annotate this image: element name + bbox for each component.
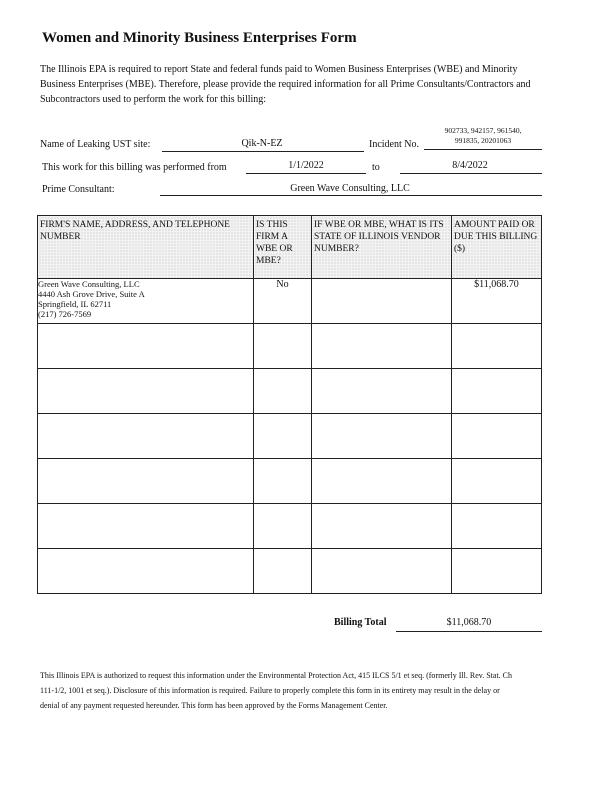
form-title: Women and Minority Business Enterprises Form [42, 30, 357, 46]
amount-cell[interactable] [452, 414, 542, 459]
site-value[interactable]: Qik-N-EZ [241, 138, 283, 149]
table-row [38, 549, 542, 594]
table-row [38, 459, 542, 504]
wbe-mbe-cell[interactable] [254, 504, 312, 549]
vendor-number-cell[interactable] [312, 549, 452, 594]
vendor-number-cell[interactable] [312, 414, 452, 459]
incident-value-line2: 991835, 20201063 [454, 136, 512, 145]
period-to[interactable]: 8/4/2022 [452, 160, 488, 171]
firm-address2: Springfield, IL 62711 [38, 299, 112, 309]
wbe-mbe-cell[interactable] [254, 549, 312, 594]
intro-text: The Illinois EPA is required to report State and federal funds paid to Women Business Enterprises (WBE) and Minority Business Enterprises (MBE). Therefore, please provide the required information for all Prime Consultants/Contractors and Subcontractors used to perform the work for this billing: [40, 64, 531, 105]
table-row [38, 414, 542, 459]
prime-value[interactable]: Green Wave Consulting, LLC [290, 183, 410, 194]
firm-cell[interactable] [38, 414, 254, 459]
firm-phone: (217) 726-7569 [38, 309, 92, 319]
header-vendor-number: IF WBE OR MBE, WHAT IS ITS STATE OF ILLINOIS VENDOR NUMBER? [312, 216, 452, 279]
firm-cell[interactable] [38, 369, 254, 414]
amount-cell[interactable] [452, 369, 542, 414]
table-row [38, 504, 542, 549]
billing-total-value[interactable]: $11,068.70 [446, 617, 492, 628]
incident-value[interactable] [424, 126, 542, 146]
amount-cell[interactable] [452, 459, 542, 504]
period-to-label: to [372, 162, 380, 173]
header-wbe-mbe: IS THIS FIRM A WBE OR MBE? [254, 216, 312, 279]
amount-cell[interactable]: $11,068.70 [452, 279, 542, 324]
wbe-mbe-cell[interactable] [254, 369, 312, 414]
vendor-number-cell[interactable] [312, 504, 452, 549]
prime-underline [160, 194, 542, 196]
vendor-number-cell[interactable] [312, 459, 452, 504]
period-to-underline [400, 172, 542, 174]
subcontractor-table [37, 215, 542, 594]
wbe-mbe-cell[interactable] [254, 324, 312, 369]
table-header-row [38, 216, 542, 279]
period-from[interactable]: 1/1/2022 [288, 160, 324, 171]
period-from-underline [246, 172, 366, 174]
amount-cell[interactable] [452, 504, 542, 549]
wbe-mbe-cell[interactable] [254, 414, 312, 459]
amount-cell[interactable] [452, 324, 542, 369]
site-label: Name of Leaking UST site: [40, 139, 151, 150]
site-underline [162, 150, 364, 152]
header-firm: FIRM'S NAME, ADDRESS, AND TELEPHONE NUMBER [38, 216, 254, 279]
firm-address1: 4440 Ash Grove Drive, Suite A [38, 289, 145, 299]
prime-label: Prime Consultant: [42, 184, 115, 195]
billing-total-label: Billing Total [334, 617, 387, 628]
vendor-number-cell[interactable] [312, 279, 452, 324]
period-label: This work for this billing was performed from [42, 162, 227, 173]
incident-label: Incident No. [369, 139, 419, 150]
legal-footer: This Illinois EPA is authorized to request this information under the Environmental Protection Act, 415 ILCS 5/1 et seq. (formerly Ill. Rev. Stat. Ch 111-1/2, 1001 et seq.). Disclosure of this information is required. Failure to properly complete this form in its entirety may result in the delay or denial of any payment requested hereunder. This form has been approved by the Forms Management Center. [40, 671, 513, 710]
header-amount: AMOUNT PAID OR DUE THIS BILLING ($) [452, 216, 542, 279]
vendor-number-cell[interactable] [312, 324, 452, 369]
incident-underline [424, 148, 542, 150]
vendor-number-cell[interactable] [312, 369, 452, 414]
incident-value-line1: 902733, 942157, 961540, [444, 126, 522, 135]
firm-cell[interactable] [38, 549, 254, 594]
wbe-mbe-cell[interactable] [254, 459, 312, 504]
firm-cell[interactable] [38, 459, 254, 504]
table-row [38, 369, 542, 414]
table-row [38, 324, 542, 369]
wbe-mbe-cell[interactable]: No [254, 279, 312, 324]
billing-total-underline [396, 630, 542, 632]
amount-cell[interactable] [452, 549, 542, 594]
firm-name: Green Wave Consulting, LLC [38, 279, 140, 289]
table-row [38, 279, 542, 324]
firm-cell[interactable] [38, 504, 254, 549]
firm-cell[interactable] [38, 279, 254, 324]
firm-cell[interactable] [38, 324, 254, 369]
